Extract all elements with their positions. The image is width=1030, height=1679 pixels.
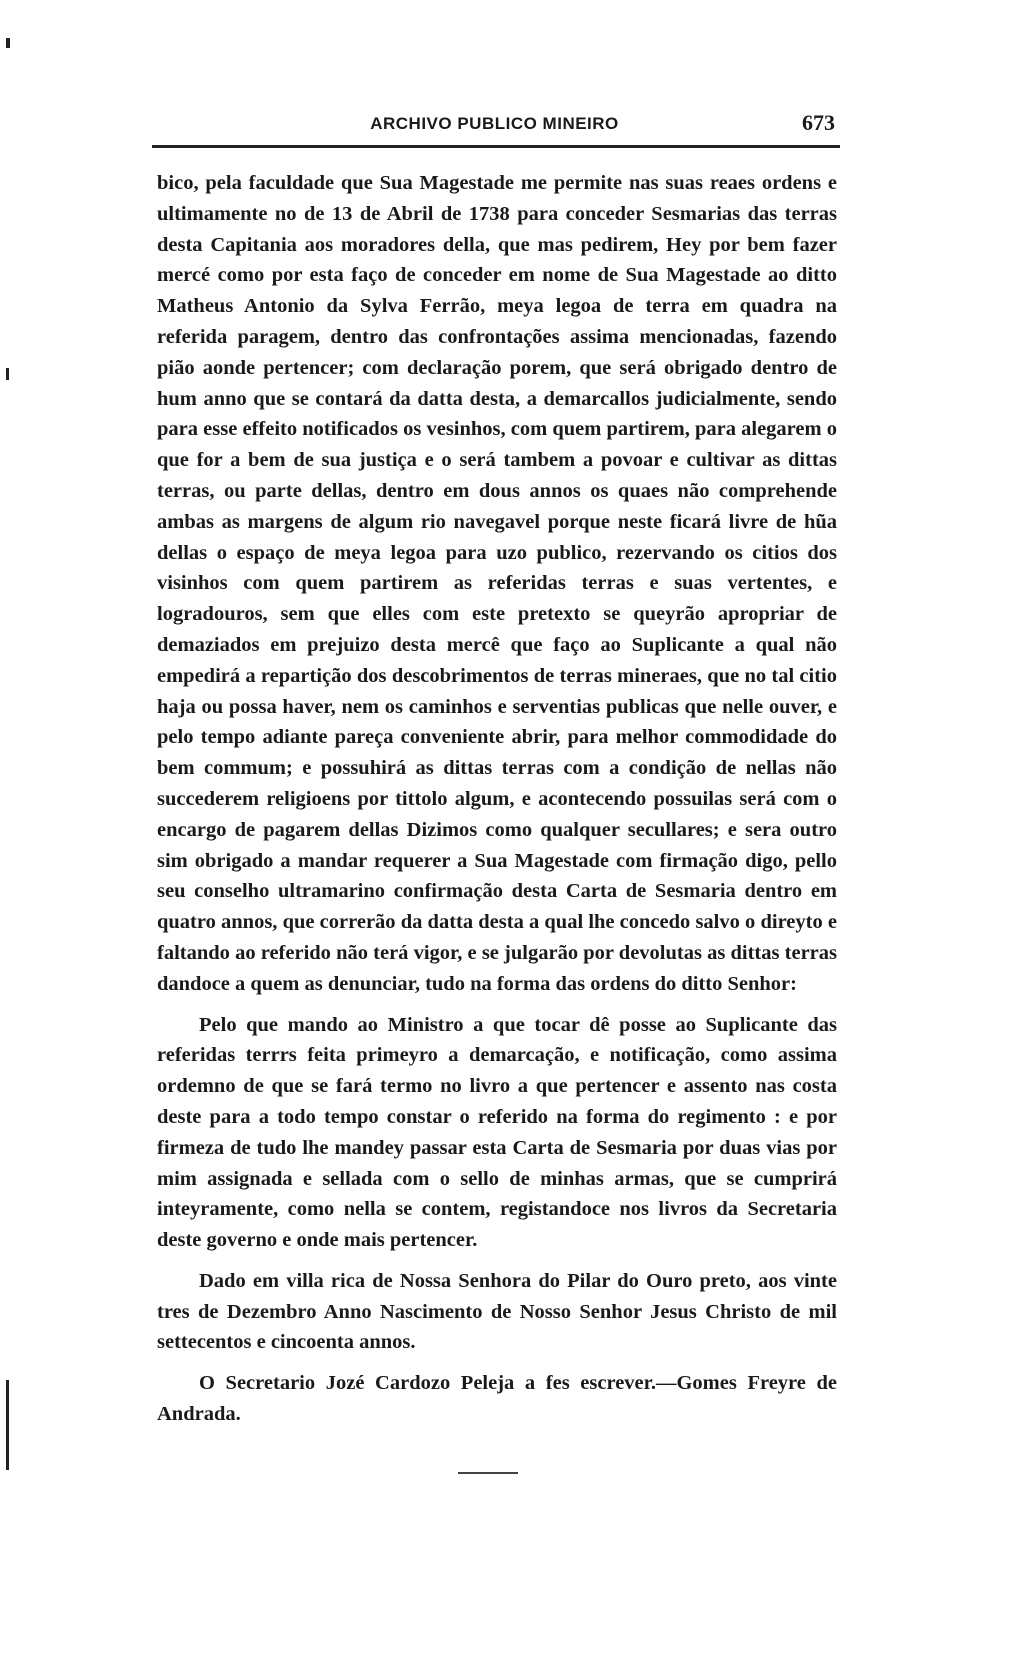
scan-mark-bottom bbox=[6, 1380, 9, 1470]
running-title: ARCHIVO PUBLICO MINEIRO bbox=[370, 114, 619, 133]
scan-mark-middle bbox=[6, 368, 9, 380]
paragraph-date: Dado em villa rica de Nossa Senhora do Pilar do Ouro preto, aos vinte tres de Dezembro Anno Nascimento de Nosso Senhor Jesus Christo de mil settecentos e cincoenta annos. bbox=[157, 1269, 837, 1354]
page-header bbox=[152, 110, 837, 140]
page-number: 673 bbox=[802, 110, 835, 135]
body-text bbox=[157, 168, 837, 1430]
header-rule bbox=[152, 145, 840, 148]
paragraph-continuation: bico, pela faculdade que Sua Magestade me permite nas suas reaes ordens e ultimamente no de 13 de Abril de 1738 para conceder Sesmarias das terras desta Capitania aos moradores della, que mas pedirem, Hey por bem fazer mercé como por esta faço de conceder em nome de Sua Magestade ao ditto Matheus Antonio da Sylva Ferrão, meya legoa de terra em quadra na referida paragem, dentro das confrontações assima mencionadas, fazendo pião aonde pertencer; com declaração porem, que será obrigado dentro de hum anno que se contará da datta desta, a demarcallos judicialmente, sendo para esse effeito notificados os vesinhos, com quem partirem, para alegarem o que for a bem de sua justiça e o será tambem a povoar e cultivar as dittas terras, ou parte dellas, dentro em dous annos os quaes não comprehende ambas as margens de algum rio navegavel porque neste ficará livre de hũa dellas o espaço de meya legoa para uzo publico, rezervando os citios dos visinhos com quem partirem as referidas terras e suas vertentes, e logradouros, sem que elles com este pretexto se queyrão apropriar de demaziados em prejuizo desta mercê que faço ao Suplicante a qual não empedirá a repartição dos descobrimentos de terras mineraes, que no tal citio haja ou possa haver, nem os caminhos e serventias publicas que nelle ouver, e pelo tempo adiante pareça conveniente abrir, para melhor commodidade do bem commum; e possuhirá as dittas terras com a condição de nellas não succederem religioens por tittolo algum, e acontecendo possuilas será com o encargo de pagarem dellas Dizimos como qualquer secullares; e sera outro sim obrigado a mandar requerer a Sua Magestade com firmação digo, pello seu conselho ultramarino confirmação desta Carta de Sesmaria dentro em quatro annos, que correrão da datta desta a qual lhe concedo salvo o direyto e faltando ao referido não terá vigor, e se julgarão por devolutas as dittas terras dandoce a quem as denunciar, tudo na forma das ordens do ditto Senhor: bbox=[157, 172, 837, 995]
end-rule bbox=[458, 1472, 518, 1474]
scan-mark-top bbox=[6, 38, 10, 48]
paragraph-mandate: Pelo que mando ao Ministro a que tocar dê posse ao Suplicante das referidas terrrs feita primeyro a demarcação, e notificação, como assima ordemno de que se fará termo no livro a que pertencer e assento nas costa deste para a todo tempo constar o referido na forma do regimento : e por firmeza de tudo lhe mandey passar esta Carta de Sesmaria por duas vias por mim assignada e sellada com o sello de minhas armas, que se cumprirá inteyramente, como nella se contem, registandoce nos livros da Secretaria deste governo e onde mais pertencer. bbox=[157, 1013, 837, 1252]
paragraph-signature: O Secretario Jozé Cardozo Peleja a fes escrever.—Gomes Freyre de Andrada. bbox=[157, 1372, 837, 1426]
